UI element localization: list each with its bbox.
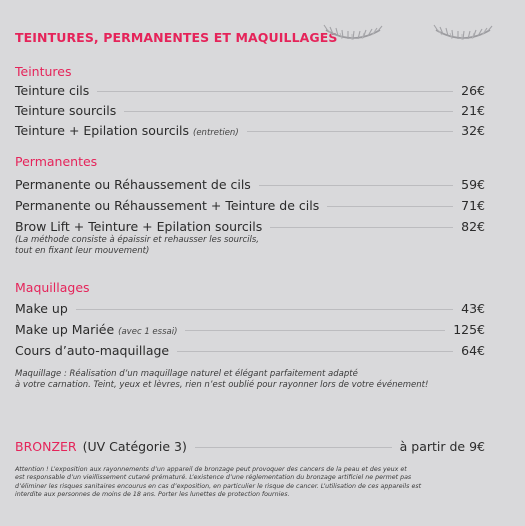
item-label [15, 322, 177, 337]
item-price: 125€ [453, 321, 485, 337]
section-title-permanentes: Permanentes [15, 154, 98, 169]
item-price: 64€ [461, 342, 485, 358]
price-row [15, 299, 485, 317]
item-price: 32€ [461, 122, 485, 138]
item-label-text: Teinture + Epilation sourcils [15, 122, 190, 138]
page-title: TEINTURES, PERMANENTES ET MAQUILLAGES [15, 30, 338, 45]
leader-line [195, 447, 392, 448]
bronzer-sub: (UV Catégorie 3) [82, 438, 187, 454]
bronzer-label: BRONZER [15, 438, 77, 454]
leader-line [177, 351, 453, 352]
item-label: Permanente ou Réhaussement de cils [15, 176, 251, 192]
description-line: Maquillage : Réalisation d’un maquillage naturel et élégant parfaitement adapté [15, 369, 358, 379]
item-label: Make up [15, 300, 68, 316]
item-price: 71€ [461, 197, 485, 213]
leader-line [270, 227, 453, 228]
item-label: Teinture sourcils [15, 102, 117, 118]
price-row [15, 101, 485, 119]
eyelash-icon [322, 24, 384, 48]
item-price: 26€ [461, 82, 485, 98]
price-row [15, 81, 485, 99]
item-note: (avec 1 essai) [118, 326, 178, 337]
eyelash-icon [432, 24, 494, 48]
leader-line [327, 206, 453, 207]
item-description [15, 235, 259, 256]
section-title-maquillages: Maquillages [15, 280, 90, 295]
item-label: Permanente ou Réhaussement + Teinture de cils [15, 197, 320, 213]
warning-line: interdite aux personnes de moins de 18 ans. Porter les lunettes de protection fournies. [15, 491, 290, 499]
description-line: tout en fixant leur mouvement) [15, 245, 150, 256]
description-line: à votre carnation. Teint, yeux et lèvres, rien n’est oublié pour rayonner lors de votre événement! [15, 379, 429, 390]
maquillage-description [15, 369, 428, 390]
item-price: 82€ [461, 218, 485, 234]
item-price: 59€ [461, 176, 485, 192]
item-note: (entretien) [193, 127, 239, 138]
price-row [15, 196, 485, 214]
leader-line [185, 330, 445, 331]
health-warning [15, 466, 505, 500]
warning-line: est responsable d’un vieillissement cutané prématuré. L’existence d’une réglementation du bronzage artificiel ne permet pas [15, 474, 412, 482]
price-row [15, 320, 485, 338]
warning-line: d’éliminer les risques sanitaires encourus en cas d’exposition, en particulier le risque de cancer. L’utilisation de ces appareils est [15, 482, 422, 490]
leader-line [247, 131, 454, 132]
item-label: Brow Lift + Teinture + Epilation sourcils [15, 218, 263, 234]
leader-line [76, 309, 453, 310]
section-title-teintures: Teintures [15, 64, 72, 79]
item-label: Cours d’auto-maquillage [15, 342, 170, 358]
description-line: (La méthode consiste à épaissir et rehausser les sourcils, [15, 235, 259, 245]
bronzer-row [15, 436, 485, 456]
price-row [15, 341, 485, 359]
item-label-text: Make up Mariée [15, 321, 115, 337]
item-label: Teinture cils [15, 82, 90, 98]
leader-line [97, 91, 453, 92]
price-row [15, 121, 485, 139]
warning-line: Attention ! L’exposition aux rayonnements d’un appareil de bronzage peut provoquer des cancers de la peau et des yeux et [15, 466, 407, 473]
leader-line [124, 111, 453, 112]
leader-line [259, 185, 453, 186]
price-row [15, 175, 485, 193]
price-row [15, 217, 485, 235]
item-label [15, 123, 239, 138]
item-price: 21€ [461, 102, 485, 118]
bronzer-price: à partir de 9€ [399, 438, 485, 454]
item-price: 43€ [461, 300, 485, 316]
